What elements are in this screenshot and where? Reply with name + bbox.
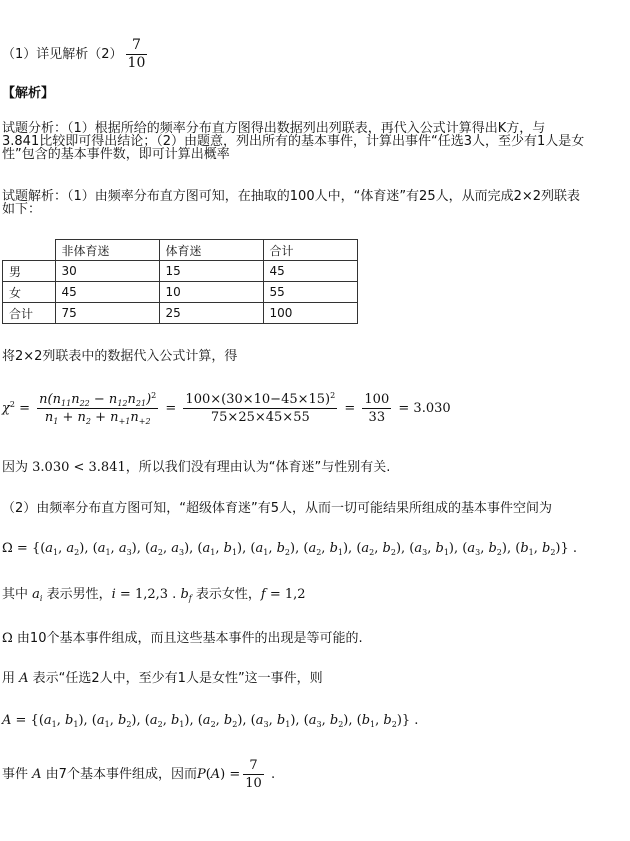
chi-symbol: $\chi^2$	[2, 400, 15, 416]
table-header-cell: 合计	[263, 240, 357, 261]
analysis-line-2: 3.841比较即可得出结论；（2）由题意，列出所有的基本事件，计算出事件“任选3人，至少有1人是女	[2, 134, 585, 149]
table-row	[3, 303, 358, 324]
chi-square-formula: $\chi^2$ = $\frac{n(n_{11}n_{22} - n_{12}n_{21})^2}{n_1 + n_2 + n_{+1}n_{+2}}$ = $\frac{100\times(30\times 10-45\times 15)^2}{75\times 25\times 45\times 55}$ = $\frac{100}{33}$ = 3.030	[2, 391, 451, 426]
table-cell: 合计	[3, 303, 56, 324]
table-cell: 75	[55, 303, 159, 324]
table-row	[3, 282, 358, 303]
formula-fraction-3: $\frac{100}{33}$	[364, 392, 390, 425]
table-cell: 45	[263, 261, 357, 282]
probability-fraction: $\frac{7}{10}$	[245, 758, 262, 791]
table-header-cell: 非体育迷	[55, 240, 159, 261]
part2-intro: （2）由频率分布直方图可知，“超级体育迷”有5人，从而一切可能结果所组成的基本事件空间为	[2, 501, 553, 516]
table-cell: 30	[55, 261, 159, 282]
table-cell: 10	[159, 282, 263, 303]
formula-result: 3.030	[413, 401, 451, 416]
contingency-table	[2, 239, 358, 324]
table-cell: 15	[159, 261, 263, 282]
use-line: 用 A 表示“任选2人中，至少有1人是女性”这一事件，则	[2, 671, 323, 686]
answer-text: （1）详见解析（2）	[2, 47, 123, 62]
omega-count-line: Ω 由10个基本事件组成，而且这些基本事件的出现是等可能的.	[2, 631, 363, 646]
substitute-text: 将2×2列联表中的数据代入公式计算，得	[2, 349, 238, 364]
table-cell: 25	[159, 303, 263, 324]
analysis-line-1: 试题分析：（1）根据所给的频率分布直方图得出数据列出列联表，再代入公式计算得出K方，与	[2, 121, 546, 136]
table-cell: 45	[55, 282, 159, 303]
compare-expr: 3.030 < 3.841	[32, 460, 126, 475]
section-title: 【解析】	[2, 86, 55, 101]
formula-fraction-2: $\frac{100\times(30\times 10-45\times 15)^2}{75\times 25\times 45\times 55}$	[185, 391, 336, 425]
table-cell: 女	[3, 282, 56, 303]
solution-line-1: 试题解析：（1）由频率分布直方图可知，在抽取的100人中，“体育迷”有25人，从而完成2×2列联表	[2, 189, 581, 204]
table-cell: 男	[3, 261, 56, 282]
table-header-cell	[3, 240, 56, 261]
table-cell: 55	[263, 282, 357, 303]
compare-line: 因为 3.030 < 3.841，所以我们没有理由认为“体育迷”与性别有关.	[2, 460, 391, 475]
event-a-set: $A = \{(a_1$, $b_1$), ($a_1$, $b_2$), ($a_2$, $b_1$), ($a_2$, $b_2$), ($a_3$, $b_1$), ($a_3$, $b_2$), ($b_1$, $b_2$)} .	[2, 713, 419, 729]
where-line: 其中 $a_i$ 表示男性，i = 1,2,3 . $b_f$ 表示女性，f = 1,2	[2, 587, 306, 603]
answer-line	[2, 38, 150, 71]
table-cell: 100	[263, 303, 357, 324]
event-probability-line: 事件 A 由7个基本事件组成，因而P(A) = $\frac{7}{10}$ .	[2, 758, 276, 791]
omega-set: $\Omega = \{(a_1$, $a_2$), ($a_1$, $a_3$), ($a_2$, $a_3$), ($a_1$, $b_1$), ($a_1$, $b_2$), ($a_2$, $b_1$), ($a_2$, $b_2$), ($a_3$, $b_1$), ($a_3$, $b_2$), ($b_1$, $b_2$)} .	[2, 541, 578, 557]
table-header-row	[3, 240, 358, 261]
formula-fraction-1: $\frac{n(n_{11}n_{22} - n_{12}n_{21})^2}{n_1 + n_2 + n_{+1}n_{+2}}$	[39, 391, 157, 426]
table-row	[3, 261, 358, 282]
answer-fraction: $\frac{7}{10}$	[127, 37, 146, 71]
analysis-line-3: 性”包含的基本事件数，即可计算出概率	[2, 147, 230, 162]
solution-line-2: 如下：	[2, 202, 42, 217]
table-header-cell: 体育迷	[159, 240, 263, 261]
compare-text: ，所以我们没有理由认为“体育迷”与性别有关.	[125, 460, 391, 475]
